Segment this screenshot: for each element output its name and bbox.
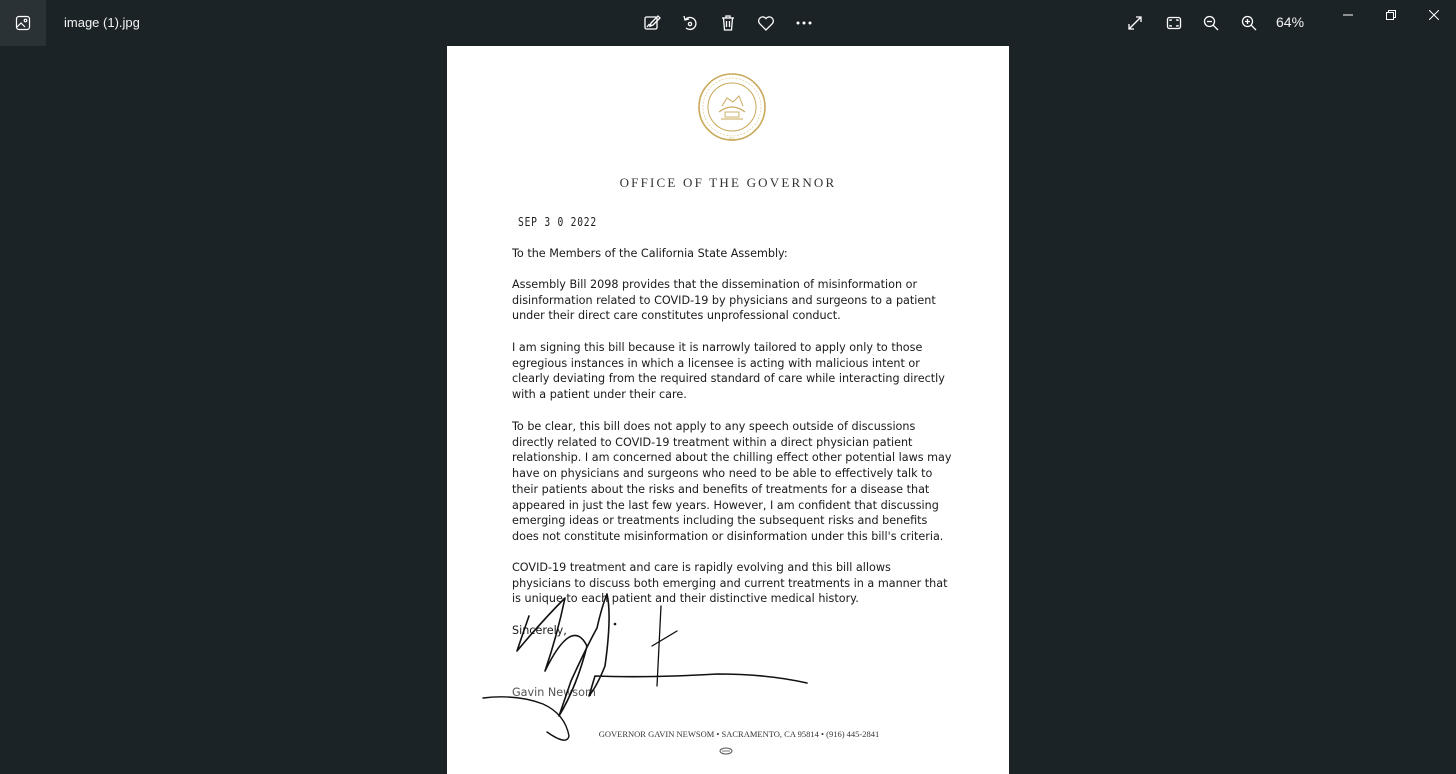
handwritten-signature [447, 46, 1009, 774]
more-options-icon[interactable] [792, 12, 816, 34]
zoom-in-icon[interactable] [1237, 12, 1261, 34]
document-image [447, 46, 1009, 774]
governor-seal [697, 72, 767, 144]
recycle-icon [719, 747, 733, 755]
restore-button[interactable] [1376, 4, 1406, 26]
file-name: image (1).jpg [64, 15, 140, 30]
fullscreen-icon[interactable] [1123, 12, 1147, 34]
paragraph-1: Assembly Bill 2098 provides that the dissemination of misinformation or disinformation related to COVID-19 by physicians and surgeons to a patient under their direct care constitutes unprofessional conduct. [512, 278, 936, 323]
rotate-icon[interactable] [678, 12, 702, 34]
letterhead-footer: GOVERNOR GAVIN NEWSOM • SACRAMENTO, CA 95814 • (916) 445-2841 [598, 729, 880, 739]
delete-icon[interactable] [716, 12, 740, 34]
zoom-out-icon[interactable] [1199, 12, 1223, 34]
favorite-icon[interactable] [754, 12, 778, 34]
signer-name: Gavin Newsom [512, 686, 596, 699]
photos-app-icon[interactable] [0, 0, 46, 46]
date-stamp: SEP 3 0 2022 [518, 215, 597, 229]
paragraph-2: I am signing this bill because it is narrowly tailored to apply only to those egregious instances in which a licensee is acting with malicious intent or clearly deviating from the required standard of care while interacting directly with a patient under their care. [512, 341, 945, 402]
actual-size-icon[interactable] [1162, 12, 1186, 34]
title-bar [0, 0, 1456, 46]
closing: Sincerely, [512, 624, 567, 637]
edit-image-icon[interactable] [640, 12, 664, 34]
paragraph-3: To be clear, this bill does not apply to any speech outside of discussions directly related to COVID-19 treatment within a direct physician patient relationship. I am concerned about the chilling effect other potential laws may have on physicians and surgeons who need to be able to effectively talk to their patients about the risks and benefits of treatments for a disease that appeared in just the last few years. However, I am confident that discussing emerging ideas or treatments including the subsequent risks and benefits does not constitute misinformation or disinformation under this bill's criteria. [512, 420, 952, 543]
salutation: To the Members of the California State Assembly: [512, 247, 788, 260]
zoom-level[interactable]: 64% [1276, 14, 1305, 30]
office-heading: OFFICE OF THE GOVERNOR [619, 175, 837, 190]
svg-text:XL: XL [728, 138, 736, 143]
minimize-button[interactable] [1333, 4, 1363, 26]
paragraph-4: COVID-19 treatment and care is rapidly evolving and this bill allows physicians to discuss both emerging and current treatments in a manner that is unique to each patient and their distinctive medical history. [512, 561, 948, 606]
close-button[interactable] [1419, 4, 1449, 26]
